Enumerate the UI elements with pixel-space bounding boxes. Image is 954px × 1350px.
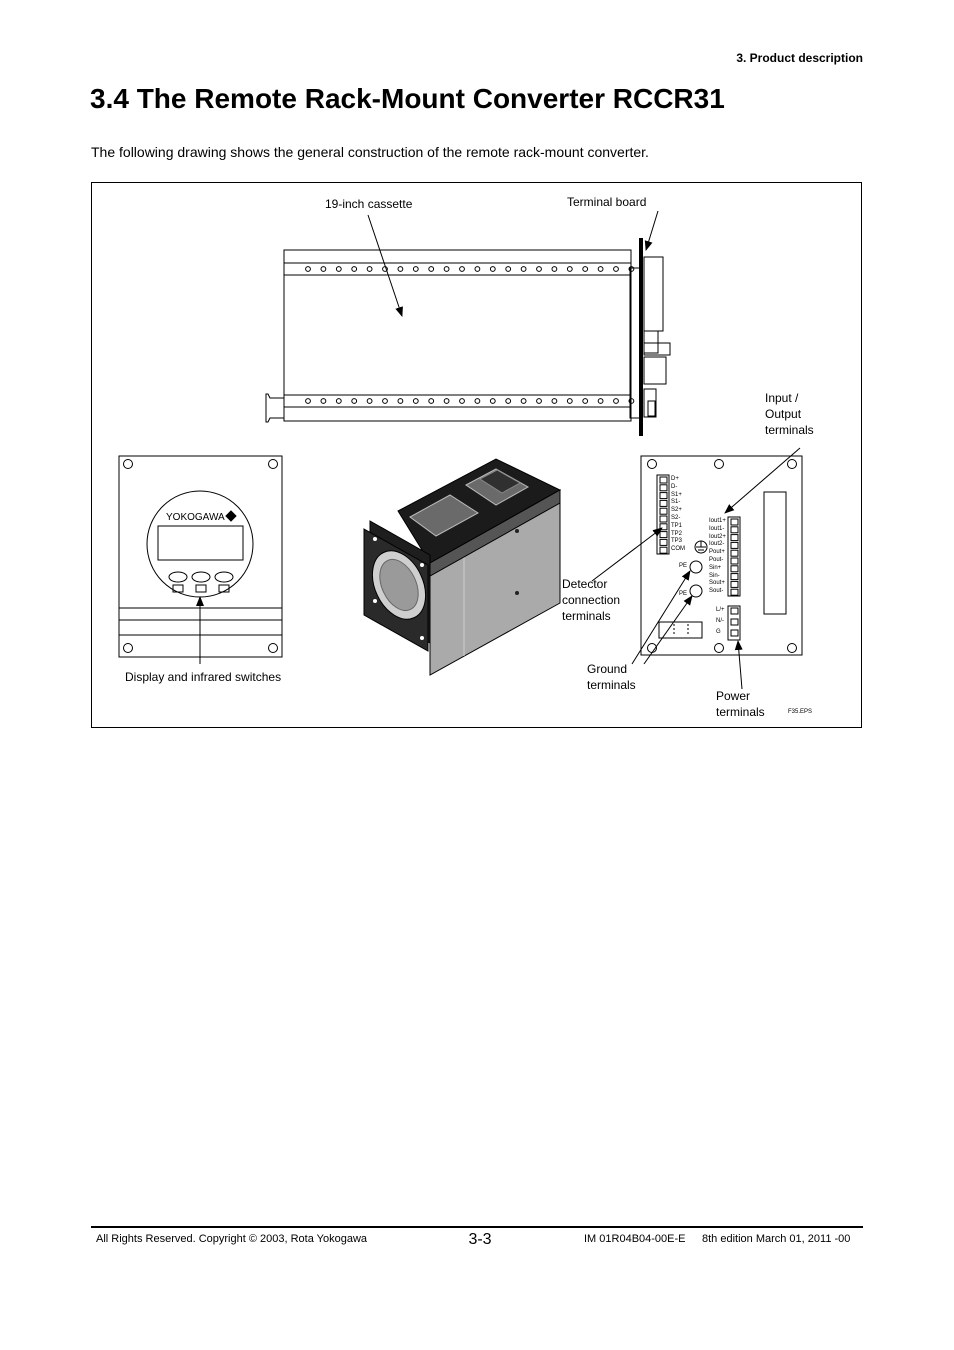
mounting-hole [537,399,542,404]
terminal-screw [731,519,738,525]
terminal-pin-label: Iout2+ [709,533,726,540]
terminal-screw [731,542,738,548]
mounting-hole [567,267,572,272]
mounting-hole [614,399,619,404]
mounting-hole [521,267,526,272]
terminal-pin-label: Iout1- [709,525,725,532]
terminal-screw [660,539,667,545]
mounting-hole [413,399,418,404]
mounting-hole [306,267,311,272]
label-detector-line3: terminals [562,609,611,623]
terminal-pin-label: D- [671,483,678,490]
terminal-pin-label: COM [671,546,685,553]
terminal-screw [660,508,667,514]
terminal-screw [660,516,667,522]
terminal-pin-label: Sin- [709,572,720,579]
terminal-pin-label: TP2 [671,530,683,537]
mounting-hole [614,267,619,272]
footer-copyright: All Rights Reserved. Copyright © 2003, Rota Yokogawa [96,1233,368,1245]
mounting-hole [398,399,403,404]
mounting-hole [521,399,526,404]
label-ground-line2: terminals [587,678,636,692]
intro-paragraph: The following drawing shows the general construction of the remote rack-mount converter. [91,144,649,160]
construction-drawing [92,183,861,727]
mounting-hole [583,399,588,404]
terminal-pin-label: S2+ [671,507,682,514]
terminal-pin-label: Pout+ [709,549,725,556]
mounting-hole [306,399,311,404]
label-cassette: 19-inch cassette [325,197,413,211]
mounting-hole [598,267,603,272]
page-title: 3.4 The Remote Rack-Mount Converter RCCR31 [90,83,725,114]
terminal-screw [731,527,738,533]
mounting-hole [398,267,403,272]
file-reference: F35.EPS [788,709,813,715]
terminal-pin-label: Sout- [709,588,724,595]
running-header: 3. Product description [736,51,863,65]
pe-label-1: PE [679,563,688,569]
mounting-hole [336,267,341,272]
label-io-line2: Output [765,407,802,421]
terminal-pin-label: Sout+ [709,580,725,587]
terminal-pin-label: S2- [671,515,681,521]
footer-rule [91,1226,863,1228]
terminal-pin-label: TP3 [671,538,683,545]
label-power-line1: Power [716,689,751,703]
converter-3d-view [362,459,560,675]
figure-frame [91,182,862,728]
mounting-hole [490,267,495,272]
terminal-screw [660,532,667,538]
mounting-hole [444,267,449,272]
terminal-screw [660,547,667,553]
terminal-pin-label: Pout- [709,557,724,563]
terminal-screw [731,558,738,564]
terminal-screw [731,608,738,614]
label-power-line2: terminals [716,705,765,719]
mounting-hole [537,267,542,272]
terminal-pin-label: Iout1+ [709,518,726,524]
terminal-pin-label: N/- [716,618,724,624]
mounting-hole [490,399,495,404]
terminal-screw [660,493,667,499]
terminal-screw [660,477,667,483]
mounting-hole [383,399,388,404]
label-ground-line1: Ground [587,662,628,676]
mounting-hole [598,399,603,404]
footer-edition: 8th edition March 01, 2011 -00 [702,1233,851,1245]
mounting-hole [429,267,434,272]
mounting-hole [321,267,326,272]
label-terminal-board: Terminal board [567,195,647,209]
mounting-hole [352,267,357,272]
terminal-pin-label: S1- [671,499,681,506]
terminal-pin-label: G [716,629,721,635]
mounting-hole [460,399,465,404]
pe-label-2: PE [679,591,688,597]
mounting-hole [567,399,572,404]
mounting-hole [367,267,372,272]
terminal-pin-label: D+ [671,476,679,482]
terminal-screw [731,550,738,556]
mounting-hole [552,267,557,272]
mounting-hole [336,399,341,404]
label-io-line1: Input / [765,391,799,405]
mounting-hole [321,399,326,404]
mounting-hole [475,267,480,272]
label-display: Display and infrared switches [125,670,282,684]
mounting-hole [352,399,357,404]
brand-logo: YOKOGAWA [166,512,225,523]
terminal-pin-label: Iout2- [709,541,725,548]
terminal-screw [660,485,667,491]
terminal-screw [731,574,738,580]
cassette-side-view [266,238,670,436]
footer-doc-id: IM 01R04B04-00E-E [584,1233,686,1245]
terminal-screw [731,566,738,572]
mounting-hole [552,399,557,404]
terminal-screw [731,581,738,587]
label-detector-line2: connection [562,593,621,607]
terminal-pin-label: L/+ [716,607,725,613]
terminal-pin-label: S1+ [671,491,682,498]
terminal-screw [731,589,738,595]
terminal-screw [731,630,738,636]
mounting-hole [367,399,372,404]
mounting-hole [506,267,511,272]
mounting-hole [444,399,449,404]
terminal-pin-label: Sin+ [709,564,722,571]
label-detector-line1: Detector [562,577,608,591]
footer-page-number: 3-3 [468,1231,492,1248]
terminal-screw [660,500,667,506]
terminal-screw [731,535,738,541]
mounting-hole [506,399,511,404]
mounting-hole [583,267,588,272]
mounting-hole [429,399,434,404]
mounting-hole [475,399,480,404]
terminal-screw [731,619,738,625]
mounting-hole [460,267,465,272]
terminal-pin-label: TP1 [671,522,683,529]
mounting-hole [413,267,418,272]
label-io-line3: terminals [765,423,814,437]
